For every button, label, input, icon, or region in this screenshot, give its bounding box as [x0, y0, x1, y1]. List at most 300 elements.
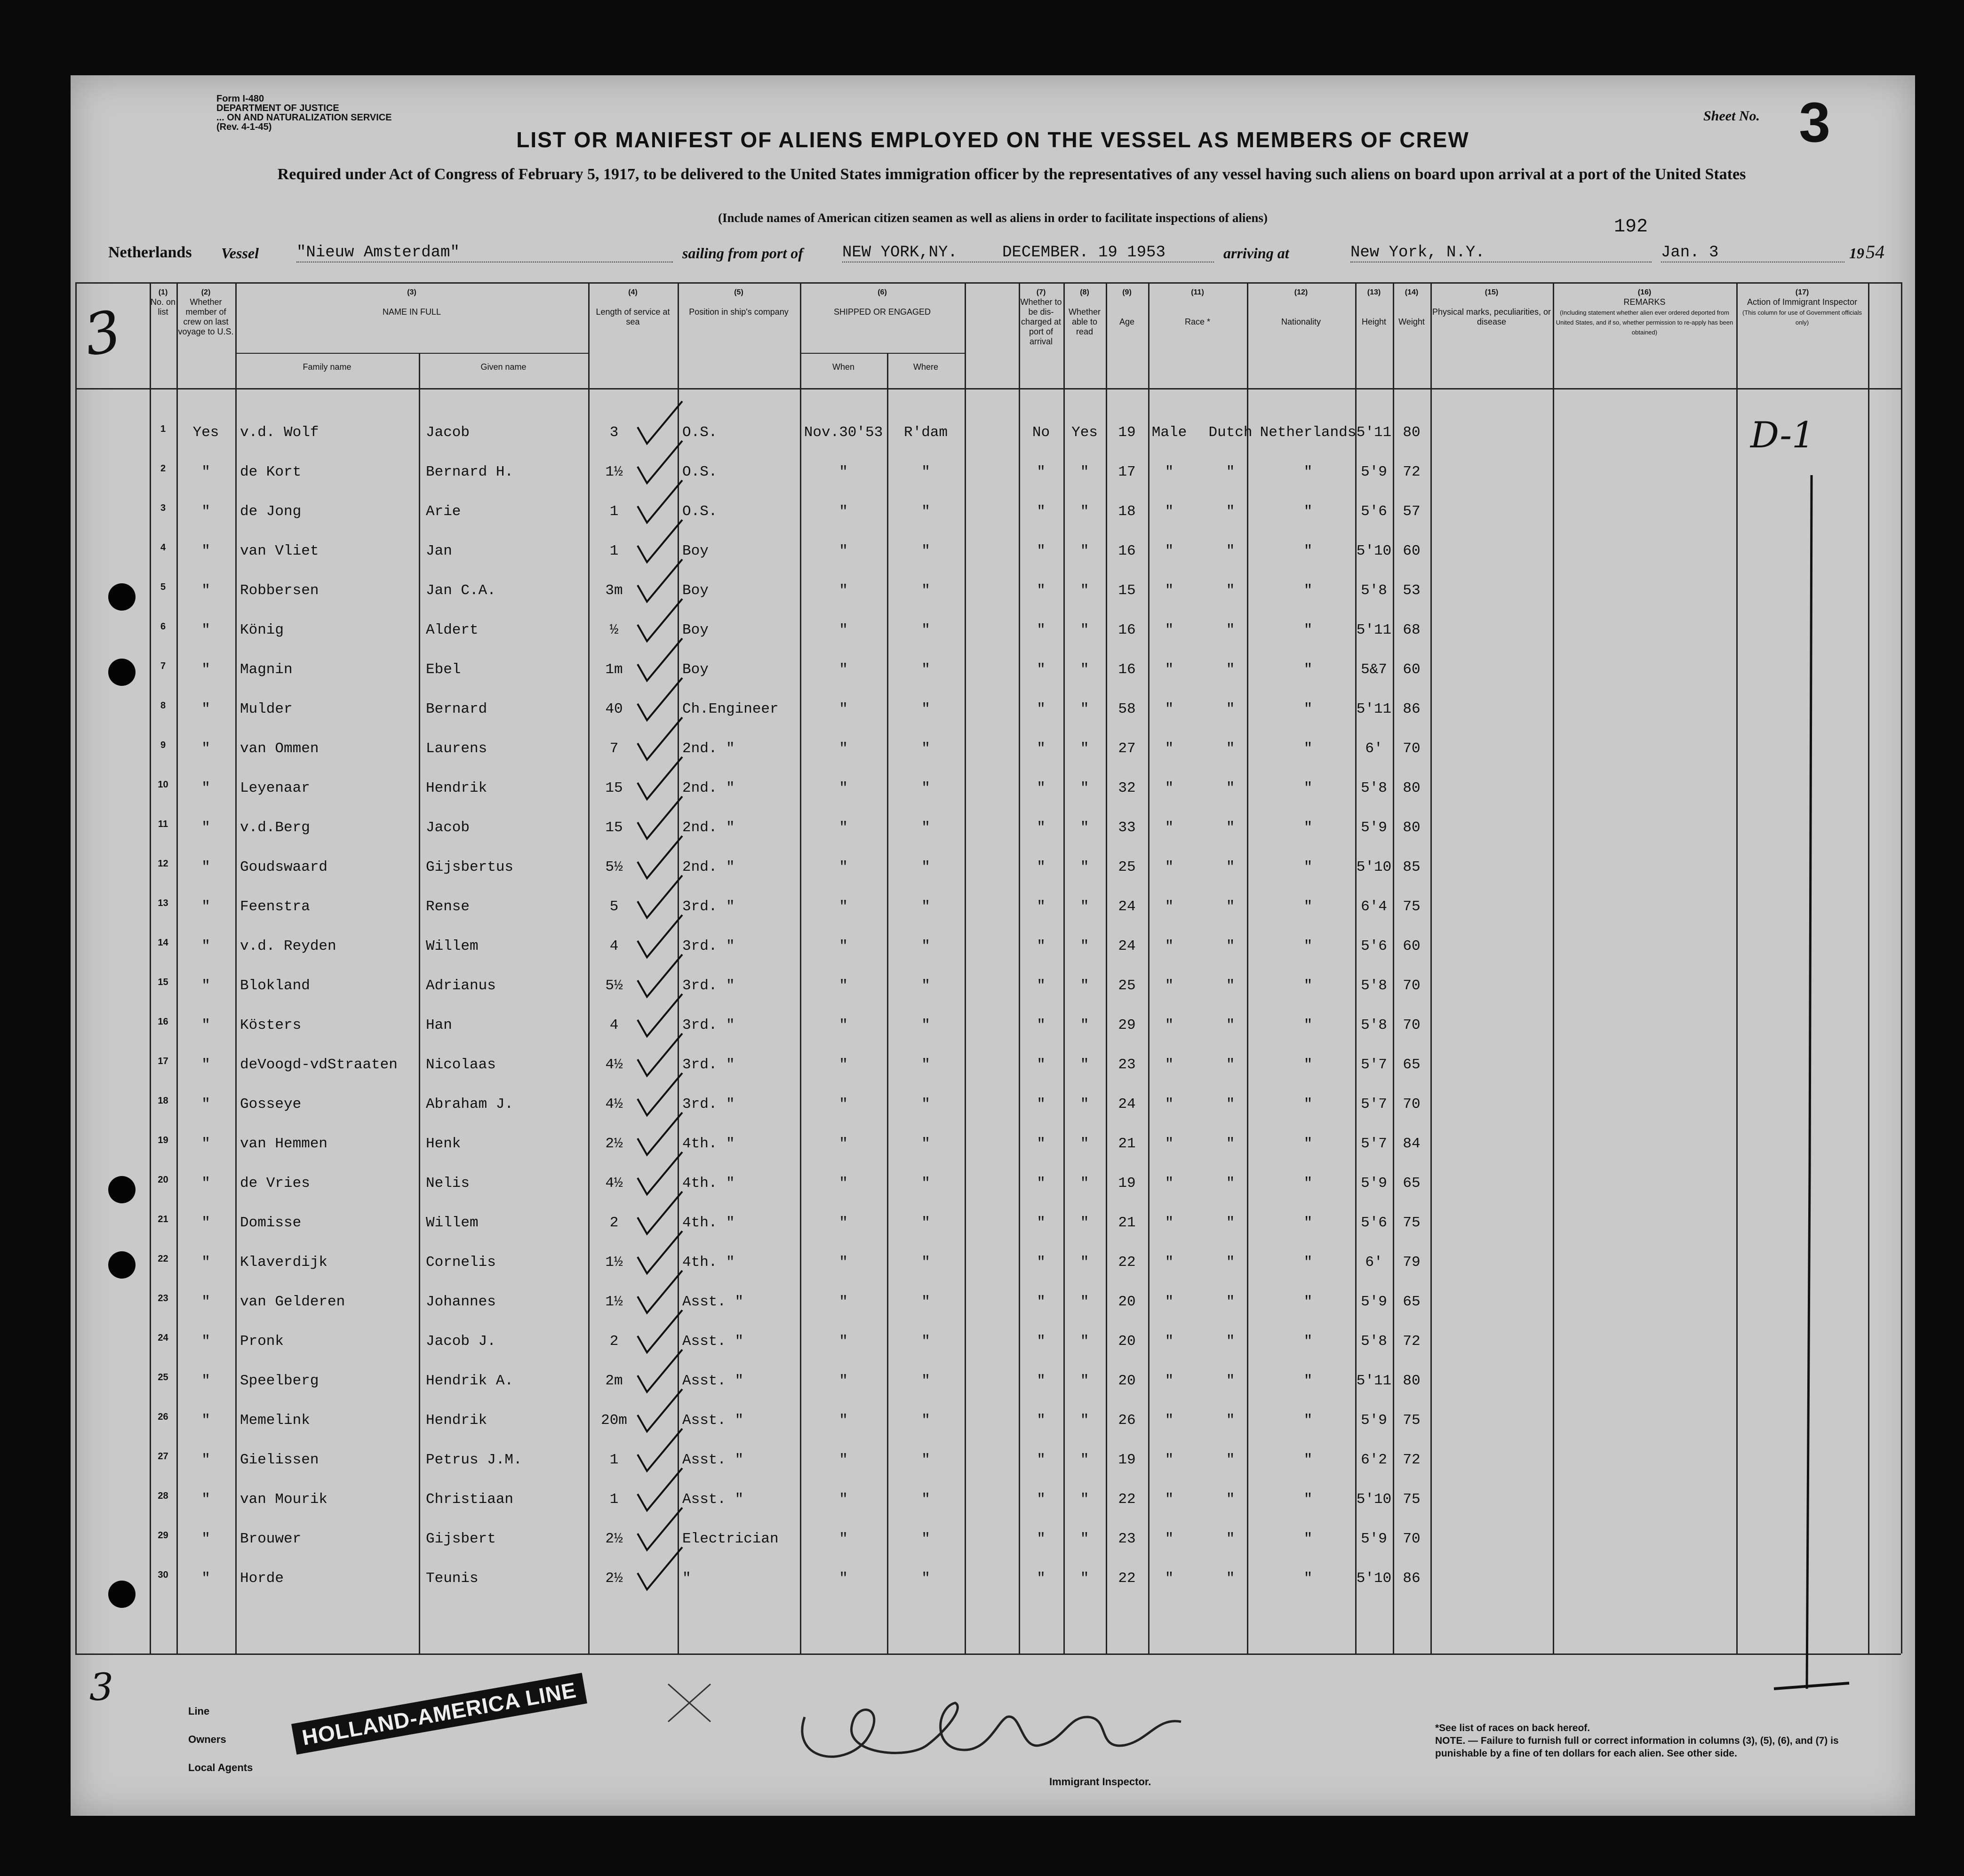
family-name: Blokland	[240, 978, 310, 994]
position: Asst. "	[682, 1294, 744, 1310]
position: 4th. "	[682, 1175, 735, 1192]
shipped-when: "	[839, 740, 848, 757]
age: 20	[1118, 1333, 1136, 1350]
sex: "	[1165, 1136, 1174, 1152]
position: 4th. "	[682, 1215, 735, 1231]
prev-voyage: "	[201, 1136, 210, 1152]
shipped-when: "	[839, 1531, 848, 1547]
family-name: Speelberg	[240, 1373, 319, 1389]
age: 19	[1118, 424, 1136, 441]
prev-voyage: "	[201, 1175, 210, 1192]
position: 3rd. "	[682, 938, 735, 954]
family-name: de Kort	[240, 464, 302, 480]
weight: 80	[1403, 780, 1421, 796]
given-name: Bernard	[426, 701, 487, 717]
height: 5'9	[1361, 1531, 1387, 1547]
age: 16	[1118, 661, 1136, 678]
able-to-read: "	[1080, 464, 1089, 480]
row-number: 19	[158, 1135, 168, 1145]
year-prefix: 19	[1849, 245, 1864, 262]
family-name: Kösters	[240, 1017, 302, 1033]
given-name: Jacob	[426, 819, 470, 836]
note-text: — Failure to furnish full or correct information in columns (3), (5), (6), and (7) is punishable by a fine of ten dollars for each alien. See other side.	[1435, 1735, 1839, 1759]
family-name: Gielissen	[240, 1452, 319, 1468]
race: "	[1226, 464, 1235, 480]
service-length: 4	[609, 1017, 619, 1033]
weight: 70	[1403, 1096, 1421, 1113]
shipped-where: "	[921, 780, 930, 796]
position: 3rd. "	[682, 898, 735, 915]
given-name: Petrus J.M.	[426, 1452, 522, 1468]
able-to-read: "	[1080, 859, 1089, 875]
age: 19	[1118, 1452, 1136, 1468]
vessel-name: "Nieuw Amsterdam"	[296, 244, 460, 262]
nationality: "	[1303, 622, 1313, 638]
col-header-discharged: (7) Whether to be dis-charged at port of arrival	[1020, 288, 1062, 346]
shipped-when: "	[839, 582, 848, 599]
given-name: Jan C.A.	[426, 582, 496, 599]
sex: "	[1165, 938, 1174, 954]
family-name: König	[240, 622, 284, 638]
col-header-remarks: (16) REMARKS (Including statement whether alien ever ordered deported from United States, and if so, whether permission to re-apply has been obtained)	[1556, 288, 1733, 336]
sex: "	[1165, 1057, 1174, 1073]
shipped-when: "	[839, 898, 848, 915]
able-to-read: "	[1080, 701, 1089, 717]
shipped-where: "	[921, 1096, 930, 1113]
family-name: Mulder	[240, 701, 293, 717]
row-number: 8	[160, 700, 166, 711]
weight: 80	[1403, 1373, 1421, 1389]
discharged: "	[1037, 1333, 1046, 1350]
sex: "	[1165, 1333, 1174, 1350]
punch-hole	[108, 1251, 136, 1279]
position: Ch.Engineer	[682, 701, 779, 717]
shipped-where: R'dam	[903, 424, 948, 441]
height: 5'9	[1361, 1294, 1387, 1310]
row-number: 10	[158, 779, 168, 790]
voyage-line	[108, 240, 1884, 268]
prev-voyage: "	[201, 898, 210, 915]
nationality: "	[1303, 1017, 1313, 1033]
service-length: 15	[605, 780, 623, 796]
prev-voyage: "	[201, 1531, 210, 1547]
race: "	[1226, 503, 1235, 520]
shipped-where: "	[921, 1294, 930, 1310]
sex: Male	[1151, 424, 1187, 441]
shipped-when: "	[839, 1136, 848, 1152]
family-name: Horde	[240, 1570, 284, 1587]
discharged: "	[1037, 1373, 1046, 1389]
able-to-read: "	[1080, 1491, 1089, 1508]
check-mark	[635, 1545, 687, 1592]
height: 5'8	[1361, 780, 1387, 796]
sex: "	[1165, 1254, 1174, 1271]
family-name: van Gelderen	[240, 1294, 345, 1310]
col-header-shipped: (6) SHIPPED OR ENGAGED	[833, 288, 931, 317]
row-number: 14	[158, 938, 168, 948]
discharged: "	[1037, 1452, 1046, 1468]
discharged: "	[1037, 503, 1046, 520]
row-number: 6	[160, 621, 166, 632]
able-to-read: "	[1080, 1412, 1089, 1429]
discharged: "	[1037, 1017, 1046, 1033]
height: 5'7	[1361, 1136, 1387, 1152]
discharged: "	[1037, 1136, 1046, 1152]
height: 5'8	[1361, 1017, 1387, 1033]
race: "	[1226, 1373, 1235, 1389]
weight: 72	[1403, 1452, 1421, 1468]
col-header-inspector-action: (17) Action of Immigrant Inspector (This column for use of Government officials only)	[1742, 288, 1862, 326]
service-length: 2m	[605, 1373, 623, 1389]
prev-voyage: "	[201, 503, 210, 520]
discharged: "	[1037, 1215, 1046, 1231]
col-header-race: (11) Race *	[1184, 288, 1211, 326]
prev-voyage: "	[201, 740, 210, 757]
discharged: "	[1037, 859, 1046, 875]
height: 5'8	[1361, 1333, 1387, 1350]
page-title: LIST OR MANIFEST OF ALIENS EMPLOYED ON THE VESSEL AS MEMBERS OF CREW	[516, 127, 1469, 152]
prev-voyage: "	[201, 622, 210, 638]
race: "	[1226, 898, 1235, 915]
race: "	[1226, 859, 1235, 875]
age: 21	[1118, 1215, 1136, 1231]
family-name: Leyenaar	[240, 780, 310, 796]
service-length: 5½	[605, 859, 623, 875]
given-name: Rense	[426, 898, 470, 915]
height: 5'11	[1356, 701, 1392, 717]
height: 5'6	[1361, 938, 1387, 954]
shipped-where: "	[921, 1412, 930, 1429]
punch-hole	[108, 1176, 136, 1203]
shipped-where: "	[921, 1136, 930, 1152]
shipped-where: "	[921, 898, 930, 915]
service-length: 5	[609, 898, 619, 915]
weight: 53	[1403, 582, 1421, 599]
position: 3rd. "	[682, 978, 735, 994]
race: "	[1226, 1531, 1235, 1547]
race: "	[1226, 1412, 1235, 1429]
row-number: 3	[160, 503, 166, 513]
shipped-where: "	[921, 1175, 930, 1192]
discharged: "	[1037, 622, 1046, 638]
shipped-when: "	[839, 1254, 848, 1271]
sex: "	[1165, 1096, 1174, 1113]
col-header-weight: (14) Weight	[1398, 288, 1425, 326]
col-header-name: (3) NAME IN FULL	[382, 288, 441, 317]
row-number: 24	[158, 1333, 168, 1343]
prev-voyage: "	[201, 780, 210, 796]
family-name: v.d. Wolf	[240, 424, 319, 441]
discharged: "	[1037, 1254, 1046, 1271]
shipped-where: "	[921, 1017, 930, 1033]
shipped-where: "	[921, 1215, 930, 1231]
row-number: 26	[158, 1412, 168, 1422]
age: 24	[1118, 938, 1136, 954]
local-agents-label: Local Agents	[188, 1762, 253, 1773]
given-name: Han	[426, 1017, 452, 1033]
given-name: Henk	[426, 1136, 461, 1152]
service-length: 4½	[605, 1057, 623, 1073]
position: 2nd. "	[682, 819, 735, 836]
able-to-read: "	[1080, 938, 1089, 954]
row-number: 17	[158, 1056, 168, 1066]
row-number: 21	[158, 1214, 168, 1224]
prev-voyage: "	[201, 1570, 210, 1587]
age: 26	[1118, 1412, 1136, 1429]
race: Dutch	[1208, 424, 1253, 441]
given-name: Gijsbertus	[426, 859, 514, 875]
able-to-read: "	[1080, 1136, 1089, 1152]
height: 5'8	[1361, 978, 1387, 994]
able-to-read: "	[1080, 1175, 1089, 1192]
position: O.S.	[682, 424, 718, 441]
sex: "	[1165, 1531, 1174, 1547]
col-header-physical: (15) Physical marks, peculiarities, or disease	[1432, 288, 1551, 326]
col-header-nationality: (12) Nationality	[1281, 288, 1321, 326]
nationality: "	[1303, 1175, 1313, 1192]
row-number: 4	[160, 542, 166, 553]
sex: "	[1165, 1175, 1174, 1192]
nationality: "	[1303, 701, 1313, 717]
races-note: *See list of races on back hereof.	[1435, 1723, 1590, 1733]
sex: "	[1165, 1373, 1174, 1389]
height: 5'10	[1356, 859, 1392, 875]
discharged: "	[1037, 898, 1046, 915]
height: 6'4	[1361, 898, 1387, 915]
row-number: 2	[160, 463, 166, 474]
given-name: Laurens	[426, 740, 487, 757]
service-length: 20m	[601, 1412, 627, 1429]
nationality: "	[1303, 1491, 1313, 1508]
age: 27	[1118, 740, 1136, 757]
row-number: 13	[158, 898, 168, 908]
able-to-read: "	[1080, 503, 1089, 520]
row-number: 20	[158, 1175, 168, 1185]
given-name: Adrianus	[426, 978, 496, 994]
height: 5'9	[1361, 1175, 1387, 1192]
service-length: 3m	[605, 582, 623, 599]
prev-voyage: "	[201, 661, 210, 678]
nationality: "	[1303, 1412, 1313, 1429]
age: 22	[1118, 1570, 1136, 1587]
able-to-read: "	[1080, 1254, 1089, 1271]
position: Boy	[682, 543, 709, 559]
height: 5'8	[1361, 582, 1387, 599]
age: 16	[1118, 543, 1136, 559]
manifest-sheet	[71, 75, 1915, 1816]
discharged: "	[1037, 740, 1046, 757]
family-name: Gosseye	[240, 1096, 302, 1113]
position: Boy	[682, 661, 709, 678]
sex: "	[1165, 898, 1174, 915]
prev-voyage: "	[201, 1254, 210, 1271]
prev-voyage: "	[201, 1057, 210, 1073]
sailing-label: sailing from port of	[682, 245, 803, 262]
shipped-where: "	[921, 582, 930, 599]
family-name: de Jong	[240, 503, 302, 520]
height: 6'	[1365, 1254, 1383, 1271]
weight: 72	[1403, 464, 1421, 480]
family-name: van Ommen	[240, 740, 319, 757]
height: 5'9	[1361, 819, 1387, 836]
sex: "	[1165, 503, 1174, 520]
height: 6'2	[1361, 1452, 1387, 1468]
discharged: "	[1037, 978, 1046, 994]
nationality: "	[1303, 1136, 1313, 1152]
weight: 70	[1403, 978, 1421, 994]
given-name: Jan	[426, 543, 452, 559]
shipped-where: "	[921, 1531, 930, 1547]
weight: 75	[1403, 898, 1421, 915]
position: 4th. "	[682, 1254, 735, 1271]
owners-label: Owners	[188, 1733, 226, 1745]
weight: 60	[1403, 543, 1421, 559]
row-number: 11	[158, 819, 168, 829]
col-header-given-name: Given name	[480, 362, 527, 372]
sex: "	[1165, 1452, 1174, 1468]
service-length: 40	[605, 701, 623, 717]
x-mark	[659, 1675, 720, 1731]
family-name: van Vliet	[240, 543, 319, 559]
position: 2nd. "	[682, 740, 735, 757]
race: "	[1226, 1175, 1235, 1192]
family-name: Brouwer	[240, 1531, 302, 1547]
discharged: "	[1037, 543, 1046, 559]
able-to-read: "	[1080, 978, 1089, 994]
form-department: DEPARTMENT OF JUSTICE	[216, 103, 339, 113]
height: 5'10	[1356, 1491, 1392, 1508]
shipped-where: "	[921, 740, 930, 757]
family-name: v.d. Reyden	[240, 938, 336, 954]
discharged: "	[1037, 1570, 1046, 1587]
able-to-read: "	[1080, 1057, 1089, 1073]
shipped-where: "	[921, 1452, 930, 1468]
position: 2nd. "	[682, 780, 735, 796]
punch-hole	[108, 659, 136, 686]
family-name: Magnin	[240, 661, 293, 678]
discharged: "	[1037, 1491, 1046, 1508]
height: 5'11	[1356, 424, 1392, 441]
sheet-number: 3	[1799, 91, 1830, 154]
weight: 60	[1403, 661, 1421, 678]
nationality: "	[1303, 1570, 1313, 1587]
row-number: 9	[160, 740, 166, 750]
col-header-when: When	[832, 362, 855, 372]
form-revision: (Rev. 4-1-45)	[216, 122, 272, 132]
shipped-where: "	[921, 1491, 930, 1508]
height: 5'11	[1356, 622, 1392, 638]
port-from: NEW YORK,NY.	[842, 244, 958, 262]
shipped-when: "	[839, 1491, 848, 1508]
row-number: 5	[160, 582, 166, 592]
service-length: 1½	[605, 1254, 623, 1271]
race: "	[1226, 1491, 1235, 1508]
service-length: 2½	[605, 1531, 623, 1547]
weight: 85	[1403, 859, 1421, 875]
immigrant-inspector-label: Immigrant Inspector.	[1049, 1776, 1151, 1788]
weight: 57	[1403, 503, 1421, 520]
row-number: 30	[158, 1570, 168, 1580]
age: 22	[1118, 1254, 1136, 1271]
row-number: 27	[158, 1451, 168, 1462]
shipped-where: "	[921, 701, 930, 717]
able-to-read: "	[1080, 1215, 1089, 1231]
prev-voyage: "	[201, 543, 210, 559]
form-service: ... ON AND NATURALIZATION SERVICE	[216, 112, 392, 123]
weight: 60	[1403, 938, 1421, 954]
nationality: "	[1303, 1215, 1313, 1231]
able-to-read: "	[1080, 1096, 1089, 1113]
family-name: Domisse	[240, 1215, 302, 1231]
col-header-where: Where	[913, 362, 938, 372]
shipped-where: "	[921, 1254, 930, 1271]
age: 22	[1118, 1491, 1136, 1508]
age: 25	[1118, 859, 1136, 875]
year-suffix: 54	[1866, 241, 1884, 262]
shipped-where: "	[921, 503, 930, 520]
sex: "	[1165, 859, 1174, 875]
nationality: "	[1303, 780, 1313, 796]
discharged: "	[1037, 1175, 1046, 1192]
family-name: deVoogd-vdStraaten	[240, 1057, 398, 1073]
nationality: "	[1303, 1096, 1313, 1113]
shipped-where: "	[921, 661, 930, 678]
discharged: "	[1037, 1294, 1046, 1310]
weight: 70	[1403, 1531, 1421, 1547]
race: "	[1226, 1294, 1235, 1310]
race: "	[1226, 1057, 1235, 1073]
given-name: Jacob	[426, 424, 470, 441]
nationality: "	[1303, 898, 1313, 915]
given-name: Arie	[426, 503, 461, 520]
race: "	[1226, 1215, 1235, 1231]
family-name: Klaverdijk	[240, 1254, 328, 1271]
nationality: "	[1303, 978, 1313, 994]
family-name: Robbersen	[240, 582, 319, 599]
height: 5'6	[1361, 503, 1387, 520]
family-name: v.d.Berg	[240, 819, 310, 836]
position: 3rd. "	[682, 1057, 735, 1073]
shipped-when: "	[839, 1333, 848, 1350]
nationality: "	[1303, 859, 1313, 875]
inspector-bracket-line	[1746, 466, 1868, 1698]
race: "	[1226, 661, 1235, 678]
age: 32	[1118, 780, 1136, 796]
shipped-when: "	[839, 661, 848, 678]
discharged: "	[1037, 1412, 1046, 1429]
nationality: "	[1303, 938, 1313, 954]
able-to-read: "	[1080, 1294, 1089, 1310]
shipped-where: "	[921, 978, 930, 994]
shipped-where: "	[921, 859, 930, 875]
position: O.S.	[682, 464, 718, 480]
service-length: 1	[609, 543, 619, 559]
service-length: 4½	[605, 1175, 623, 1192]
sex: "	[1165, 780, 1174, 796]
family-name: Feenstra	[240, 898, 310, 915]
prev-voyage: "	[201, 1294, 210, 1310]
discharged: "	[1037, 582, 1046, 599]
shipped-when: "	[839, 1017, 848, 1033]
race: "	[1226, 1333, 1235, 1350]
height: 5'9	[1361, 1412, 1387, 1429]
sex: "	[1165, 978, 1174, 994]
shipped-when: "	[839, 1096, 848, 1113]
able-to-read: "	[1080, 898, 1089, 915]
given-name: Gijsbert	[426, 1531, 496, 1547]
shipped-when: "	[839, 1452, 848, 1468]
height: 5'7	[1361, 1096, 1387, 1113]
